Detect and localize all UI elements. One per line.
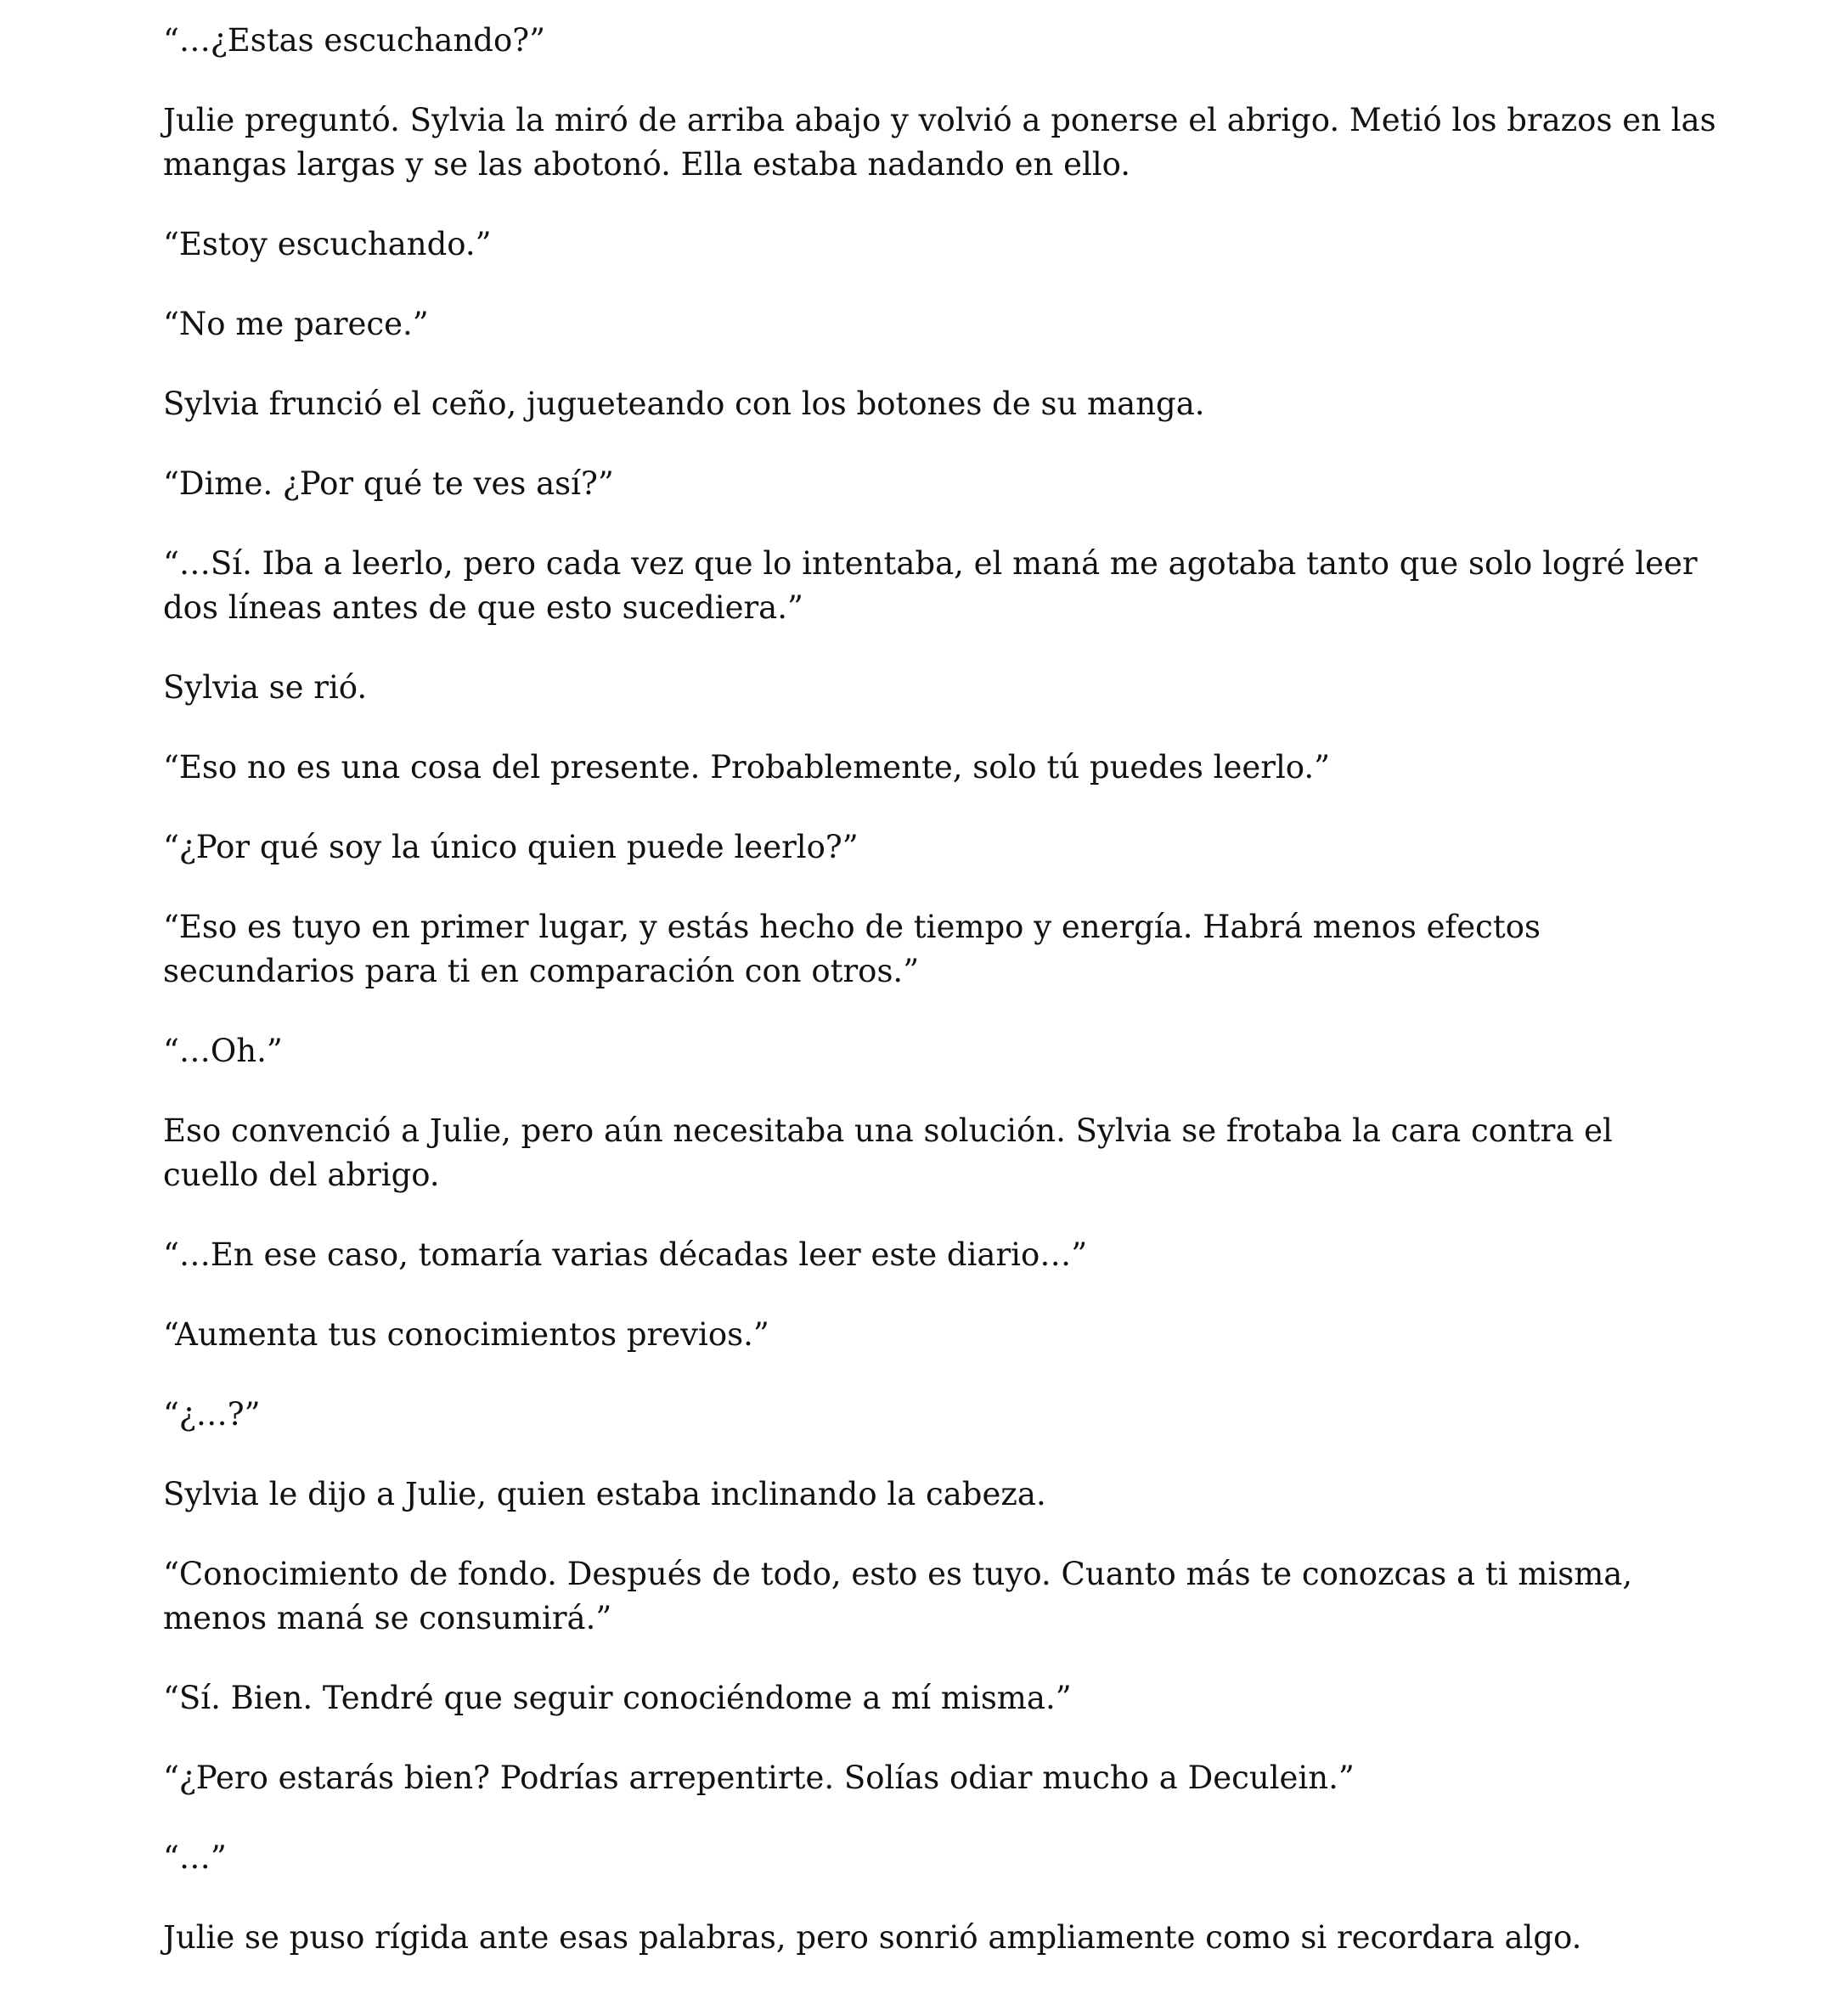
paragraph: “¿Pero estarás bien? Podrías arrepentirte. Solías odiar mucho a Deculein.” xyxy=(163,1760,1355,1796)
paragraph: “…” xyxy=(163,1839,227,1876)
paragraph: “Eso es tuyo en primer lugar, y estás hecho de tiempo y energía. Habrá menos efectos secundarios para ti en comparación con otros.” xyxy=(163,909,1541,989)
paragraph: Sylvia le dijo a Julie, quien estaba inclinando la cabeza. xyxy=(163,1476,1046,1512)
paragraph: “…¿Estas escuchando?” xyxy=(163,22,546,59)
paragraph: “…Oh.” xyxy=(163,1033,283,1069)
paragraph: “Conocimiento de fondo. Después de todo, esto es tuyo. Cuanto más te conozcas a ti misma, menos maná se consumirá.” xyxy=(163,1556,1633,1636)
paragraph: “Aumenta tus conocimientos previos.” xyxy=(163,1316,769,1353)
paragraph: Sylvia frunció el ceño, jugueteando con los botones de su manga. xyxy=(163,386,1205,422)
paragraph: “¿Por qué soy la único quien puede leerlo?” xyxy=(163,829,859,865)
paragraph: “No me parece.” xyxy=(163,306,429,342)
paragraph: Julie preguntó. Sylvia la miró de arriba abajo y volvió a ponerse el abrigo. Metió los brazos en las mangas largas y se las abotonó. Ella estaba nadando en ello. xyxy=(163,102,1716,183)
document-body xyxy=(163,19,1717,1996)
paragraph: “¿…?” xyxy=(163,1396,261,1433)
paragraph: “Eso no es una cosa del presente. Probablemente, solo tú puedes leerlo.” xyxy=(163,749,1331,786)
paragraph: “…Sí. Iba a leerlo, pero cada vez que lo intentaba, el maná me agotaba tanto que solo logré leer dos líneas antes de que esto sucediera.” xyxy=(163,545,1698,626)
paragraph: “…En ese caso, tomaría varias décadas leer este diario…” xyxy=(163,1236,1088,1273)
paragraph: “Dime. ¿Por qué te ves así?” xyxy=(163,465,614,502)
paragraph: “Sí. Bien. Tendré que seguir conociéndome a mí misma.” xyxy=(163,1680,1072,1716)
paragraph: Julie se puso rígida ante esas palabras, pero sonrió ampliamente como si recordara algo. xyxy=(163,1919,1582,1956)
paragraph: Eso convenció a Julie, pero aún necesitaba una solución. Sylvia se frotaba la cara contra el cuello del abrigo. xyxy=(163,1112,1613,1193)
paragraph: “Estoy escuchando.” xyxy=(163,226,492,262)
paragraph: Sylvia se rió. xyxy=(163,669,368,706)
